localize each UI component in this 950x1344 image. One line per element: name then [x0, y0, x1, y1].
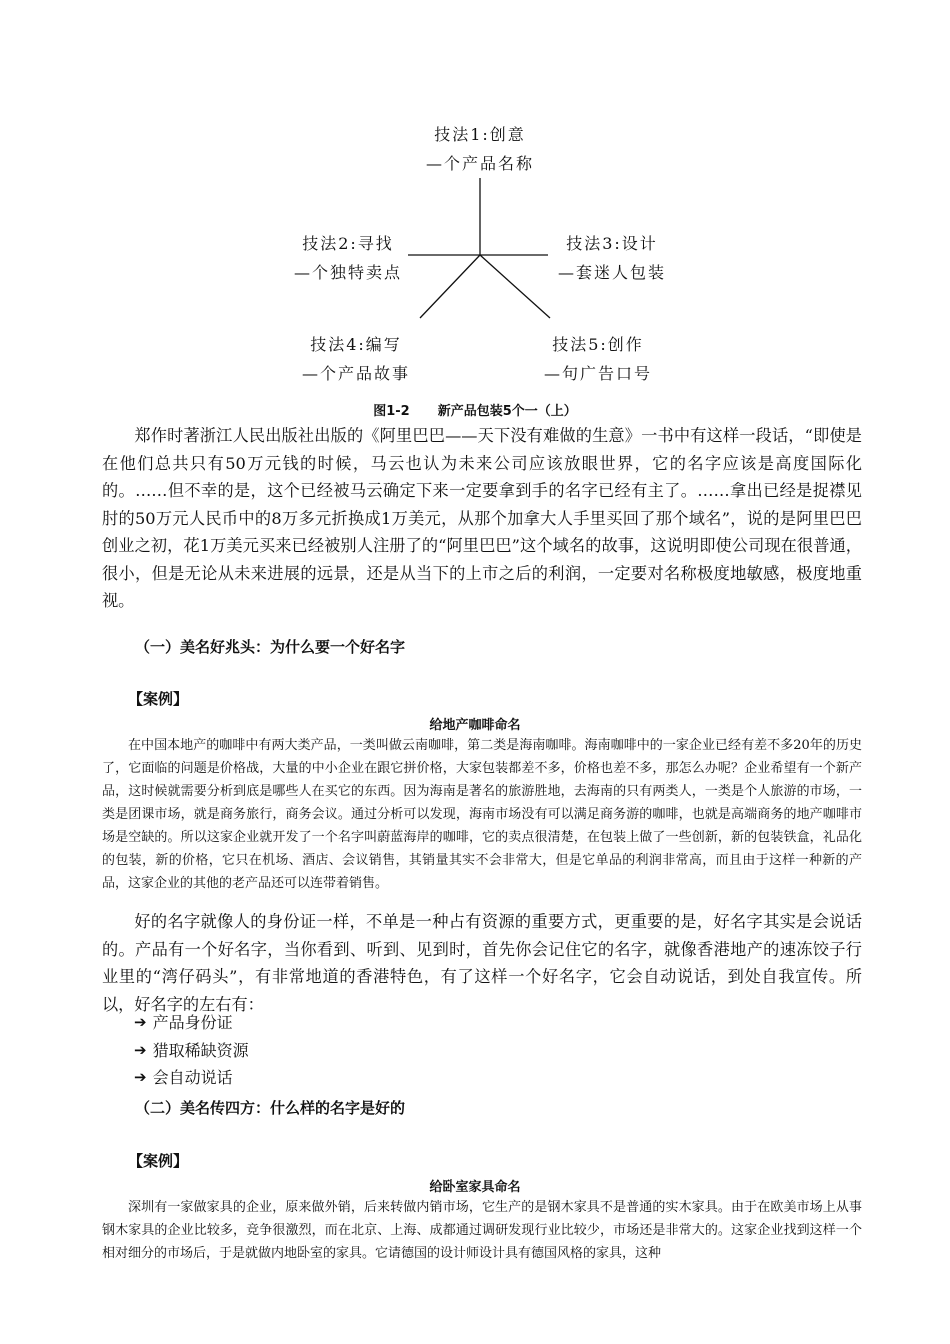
- diagram-lines: [0, 0, 950, 400]
- figure-title: 新产品包装5个一（上）: [437, 404, 577, 419]
- case-title-1: 给地产咖啡命名: [429, 718, 521, 733]
- case-text-2: 深圳有一家做家具的企业，原来做外销，后来转做内销市场，它生产的是钢木家具不是普通的实木家具。由于在欧美市场上从事钢木家具的企业比较多，竞争很激烈，而在北京、上海、成都通过调研发现行业比较少，市场还是非常大的。这家企业找到这样一个相对细分的市场后，于是就做内地卧室的家具。它请德国的设计师设计具有德国风格的家具，这种: [102, 1200, 862, 1261]
- section-heading-1: （一）美名好兆头：为什么要一个好名字: [135, 638, 406, 656]
- bullet-list: [134, 1009, 249, 1092]
- diagram-node-bottom-left-subtitle: —个产品故事: [301, 364, 410, 383]
- bullet-item: [134, 1037, 249, 1065]
- bullet-item: [134, 1009, 249, 1037]
- diagram-node-top-title: 技法1:创意: [434, 125, 526, 144]
- bullet-text: 会自动说话: [152, 1068, 233, 1087]
- diagram-node-bottom-left-title: 技法4:编写: [310, 335, 402, 354]
- diagram-node-left: [278, 231, 418, 283]
- body-paragraph-2: 好的名字就像人的身份证一样，不单是一种占有资源的重要方式，更重要的是，好名字其实是会说话的。产品有一个好名字，当你看到、听到、见到时，首先你会记住它的名字，就像香港地产的速冻饺子行业里的“湾仔码头”，有非常地道的香港特色，有了这样一个好名字，它会自动说话，到处自我宣传。所以，好名字的左右有：: [102, 912, 862, 1014]
- diagram-node-bottom-right-subtitle: —句广告口号: [543, 364, 652, 383]
- case-tag-2: 【案例】: [128, 1152, 189, 1170]
- case-text-1: 在中国本地产的咖啡中有两大类产品，一类叫做云南咖啡，第二类是海南咖啡。海南咖啡中的一家企业已经有差不多20年的历史了，它面临的问题是价格战，大量的中小企业在跟它拼价格，大家包装都差不多，价格也差不多，那怎么办呢？企业希望有一个新产品，这时候就需要分析到底是哪些人在买它的东西。因为海南是著名的旅游胜地，去海南的只有两类人，一类是个人旅游的市场，一类是团课市场，就是商务旅行，商务会议。通过分析可以发现，海南市场没有可以满足商务游的咖啡，也就是高端商务的地产咖啡市场是空缺的。所以这家企业就开发了一个名字叫蔚蓝海岸的咖啡，它的卖点很清楚，在包装上做了一些创新，新的包装铁盒，礼品化的包装，新的价格，它只在机场、酒店、会议销售，其销量其实不会非常大，但是它单品的利润非常高，而且由于这样一种新的产品，这家企业的其他的老产品还可以连带着销售。: [102, 738, 862, 891]
- bullet-item: [134, 1064, 249, 1092]
- arrow-right-icon: ➔: [134, 1040, 147, 1059]
- arrow-right-icon: ➔: [134, 1068, 147, 1086]
- diagram-node-bottom-right: [528, 332, 668, 384]
- diagram-node-right-title: 技法3:设计: [566, 234, 658, 253]
- body-paragraph-1: 郑作时著浙江人民出版社出版的《阿里巴巴——天下没有难做的生意》一书中有这样一段话，“即使是在他们总共只有50万元钱的时候，马云也认为未来公司应该放眼世界，它的名字应该是高度国际化的。……但不幸的是，这个已经被马云确定下来一定要拿到手的名字已经有主了。……拿出已经是捉襟见肘的50万元人民币中的8万多元折换成1万美元，从那个加拿大人手里买回了那个域名”，说的是阿里巴巴创业之初，花1万美元买来已经被别人注册了的“阿里巴巴”这个域名的故事，这说明即使公司现在很普通，很小，但是无论从未来进展的远景，还是从当下的上市之后的利润，一定要对名称极度地敏感，极度地重视。: [102, 426, 862, 610]
- arrow-right-icon: ➔: [134, 1013, 147, 1031]
- diagram-node-bottom-right-title: 技法5:创作: [552, 335, 644, 354]
- case-tag-1: 【案例】: [128, 690, 189, 708]
- bullet-text: 猎取稀缺资源: [152, 1040, 249, 1060]
- diagram-node-right-subtitle: —套迷人包装: [557, 263, 666, 282]
- diagram-node-top: [410, 122, 550, 174]
- diagram-node-left-title: 技法2:寻找: [302, 234, 394, 253]
- diagram-node-bottom-left: [286, 332, 426, 384]
- figure-caption: [0, 400, 950, 419]
- diagram-node-top-subtitle: —个产品名称: [425, 154, 534, 173]
- diagram-node-left-subtitle: —个独特卖点: [293, 263, 402, 282]
- case-title-2: 给卧室家具命名: [429, 1180, 521, 1195]
- diagram-node-right: [542, 231, 682, 283]
- figure-number: 图1-2: [373, 404, 410, 419]
- bullet-text: 产品身份证: [152, 1013, 233, 1032]
- section-heading-2: （二）美名传四方：什么样的名字是好的: [135, 1099, 406, 1117]
